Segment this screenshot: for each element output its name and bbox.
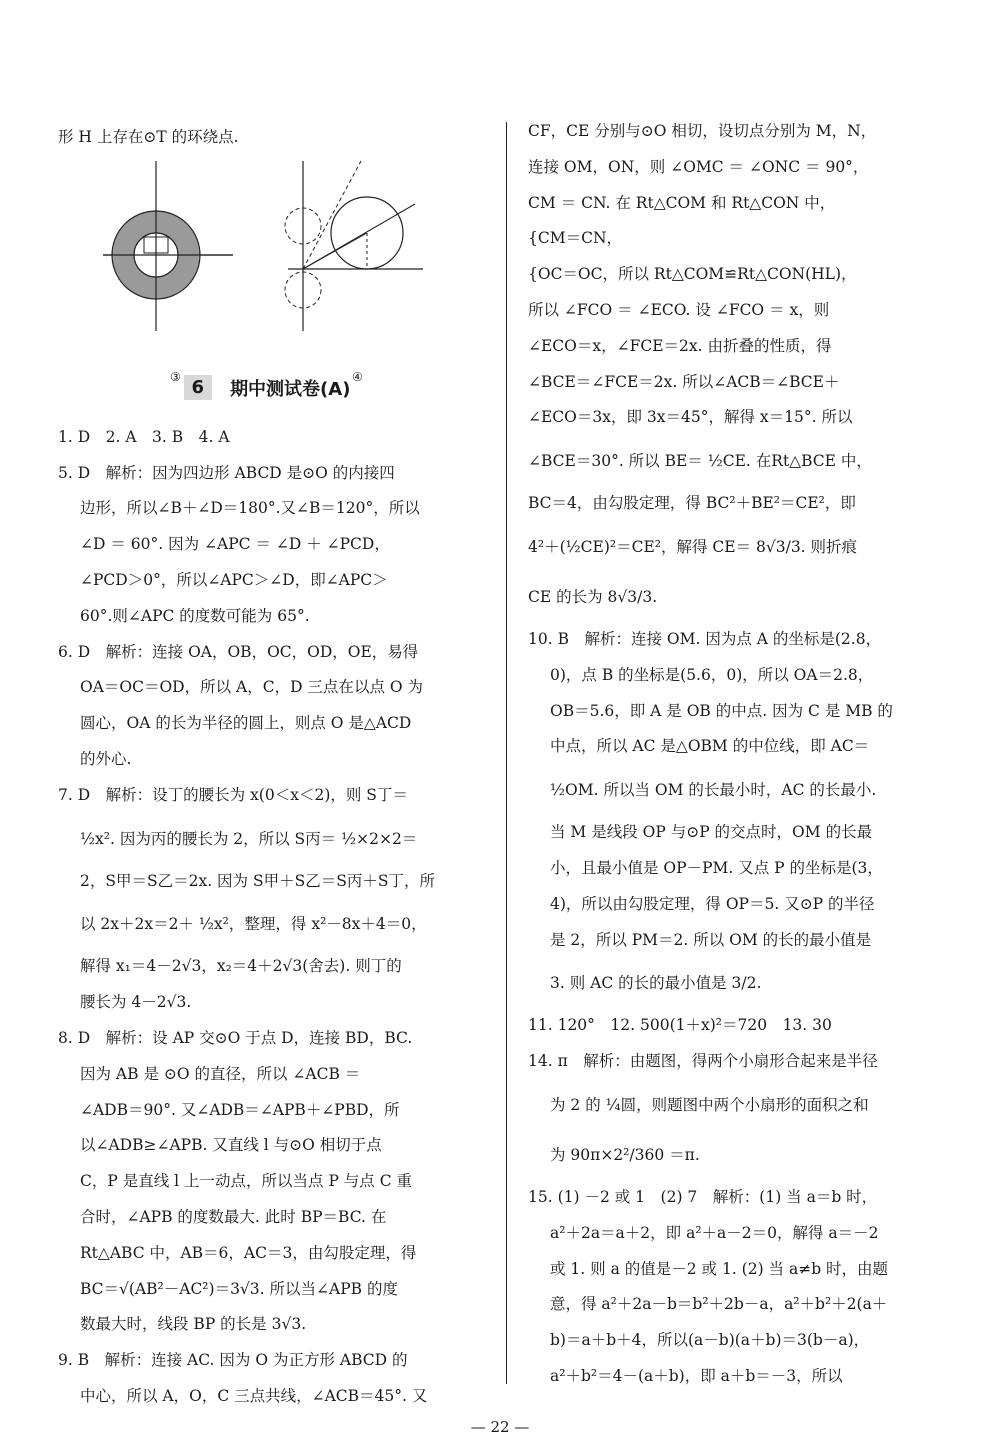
answer-line: 5. D 解析：因为四边形 ABCD 是⊙O 的内接四: [58, 463, 395, 482]
answer-line: {OC＝OC，所以 Rt△COM≌Rt△CON(HL)，: [528, 265, 857, 284]
section-title: 期中测试卷(A): [230, 378, 351, 400]
answer-line: 中心，所以 A，O，C 三点共线，∠ACB＝45°. 又: [80, 1386, 428, 1405]
answer-line: 1. D 2. A 3. B 4. A: [58, 427, 230, 446]
answer-line: 圆心，OA 的长为半径的圆上，则点 O 是△ACD: [80, 714, 412, 733]
answer-line: b)＝a＋b＋4，所以(a－b)(a＋b)＝3(b－a)，: [550, 1331, 870, 1350]
answer-line: ½x². 因为丙的腰长为 2，所以 S丙＝ ½×2×2＝: [80, 829, 418, 848]
figure-3-diagram: [98, 156, 248, 336]
answer-line: CE 的长为 8√3/3.: [528, 587, 658, 606]
answer-line: 边形，所以∠B＋∠D＝180°.又∠B＝120°，所以: [80, 499, 420, 518]
answer-line: 8. D 解析：设 AP 交⊙O 于点 D，连接 BD，BC.: [58, 1028, 413, 1047]
answer-line: 4)，所以由勾股定理，得 OP＝5. 又⊙P 的半径: [550, 894, 875, 913]
right-column: [528, 100, 924, 1395]
answer-line: 为 2 的 ¼圆，则题图中两个小扇形的面积之和: [550, 1095, 869, 1114]
answer-line: C，P 是直线 l 上一动点，所以当点 P 与点 C 重: [80, 1172, 413, 1191]
answer-line: BC＝√(AB²－AC²)＝3√3. 所以当∠APB 的度: [80, 1279, 398, 1298]
answer-line: 14. π 解析：由题图，得两个小扇形合起来是半径: [528, 1052, 878, 1071]
answer-line: 为 90π×2²/360 ＝π.: [550, 1145, 700, 1164]
answer-line: 以 2x＋2x＝2＋ ½x²，整理，得 x²－8x＋4＝0，: [80, 915, 427, 934]
answer-line: 所以 ∠FCO ＝ ∠ECO. 设 ∠FCO ＝ x，则: [528, 300, 830, 319]
answer-line: 15. (1) －2 或 1 (2) 7 解析：(1) 当 a＝b 时，: [528, 1187, 878, 1206]
answer-line: ∠ECO＝x，∠FCE＝2x. 由折叠的性质，得: [528, 336, 832, 355]
answer-line: 中点，所以 AC 是△OBM 的中位线，即 AC＝: [550, 737, 870, 756]
answer-line: {CM＝CN，: [528, 229, 623, 248]
answer-line: 连接 OM，ON，则 ∠OMC ＝ ∠ONC ＝ 90°，: [528, 157, 869, 176]
figure-3-caption: ③: [170, 369, 181, 384]
answer-line: 意，得 a²＋2a－b＝b²＋2b－a，a²＋b²＋2(a＋: [550, 1295, 888, 1314]
figures-area: [58, 156, 476, 384]
answer-line: a²＋2a＝a＋2，即 a²＋a－2＝0，解得 a＝－2: [550, 1223, 879, 1242]
answer-line: ∠ADB＝90°. 又∠ADB＝∠APB＋∠PBD，所: [80, 1100, 400, 1119]
figure-4-diagram: [283, 156, 483, 336]
answer-line: CF，CE 分别与⊙O 相切，设切点分别为 M，N，: [528, 122, 877, 140]
answer-line: ½OM. 所以当 OM 的长最小时，AC 的长最小.: [550, 781, 877, 800]
figure-4-caption: ④: [352, 369, 363, 384]
section-number: 6: [184, 375, 213, 400]
page-number: — 22 —: [470, 1418, 530, 1436]
answer-line: 合时，∠APB 的度数最大. 此时 BP＝BC. 在: [80, 1207, 387, 1226]
answer-line: 因为 AB 是 ⊙O 的直径，所以 ∠ACB ＝: [80, 1064, 361, 1083]
answer-line: 60°.则∠APC 的度数可能为 65°.: [80, 606, 310, 625]
answer-line: 10. B 解析：连接 OM. 因为点 A 的坐标是(2.8，: [528, 629, 882, 648]
answer-line: 3. 则 AC 的长的最小值是 3/2.: [550, 974, 762, 993]
answer-line: 6. D 解析：连接 OA，OB，OC，OD，OE，易得: [58, 642, 419, 661]
answer-line: ∠PCD＞0°，所以∠APC＞∠D，即∠APC＞: [80, 570, 388, 589]
answer-line: 7. D 解析：设丁的腰长为 x(0＜x＜2)，则 S丁＝: [58, 785, 408, 804]
answer-line: 或 1. 则 a 的值是－2 或 1. (2) 当 a≠b 时，由题: [550, 1259, 889, 1278]
answer-line: ∠BCE＝∠FCE＝2x. 所以∠ACB＝∠BCE＋: [528, 372, 840, 391]
answer-line: 当 M 是线段 OP 与⊙P 的交点时，OM 的长最: [550, 823, 873, 842]
answer-line: a²＋b²＝4－(a＋b)，即 a＋b＝－3，所以: [550, 1366, 843, 1385]
answer-line: 4²＋(½CE)²＝CE²，解得 CE＝ 8√3/3. 则折痕: [528, 537, 858, 556]
answer-line: OA＝OC＝OD，所以 A，C，D 三点在以点 O 为: [80, 678, 423, 697]
answer-line: 数最大时，线段 BP 的长是 3√3.: [80, 1315, 307, 1334]
answer-line: OB＝5.6，即 A 是 OB 的中点. 因为 C 是 MB 的: [550, 701, 893, 720]
column-divider: [506, 122, 507, 1384]
answer-line: 小，且最小值是 OP－PM. 又点 P 的坐标是(3，: [550, 858, 883, 877]
answer-line: 11. 120° 12. 500(1＋x)²＝720 13. 30: [528, 1016, 832, 1035]
answer-line: BC＝4，由勾股定理，得 BC²＋BE²＝CE²，即: [528, 494, 856, 513]
answer-line: 0)，点 B 的坐标是(5.6，0)，所以 OA＝2.8，: [550, 665, 874, 684]
text-line: 形 H 上存在⊙T 的环绕点.: [58, 128, 239, 146]
section-heading: [58, 356, 476, 420]
answer-line: Rt△ABC 中，AB＝6，AC＝3，由勾股定理，得: [80, 1243, 417, 1262]
answer-line: ∠BCE＝30°. 所以 BE＝ ½CE. 在Rt△BCE 中，: [528, 452, 872, 471]
answer-line: 是 2，所以 PM＝2. 所以 OM 的长的最小值是: [550, 930, 872, 949]
answer-line: 解得 x₁＝4－2√3，x₂＝4＋2√3(舍去). 则丁的: [80, 957, 402, 976]
answer-line: ∠D ＝ 60°. 因为 ∠APC ＝ ∠D ＋ ∠PCD，: [80, 535, 390, 554]
answer-line: 9. B 解析：连接 AC. 因为 O 为正方形 ABCD 的: [58, 1351, 408, 1370]
left-column: [58, 100, 476, 1415]
answer-line: ∠ECO＝3x，即 3x＝45°，解得 x＝15°. 所以: [528, 408, 853, 427]
answer-line: 2，S甲＝S乙＝2x. 因为 S甲＋S乙＝S丙＋S丁，所: [80, 871, 435, 890]
answer-line: 以∠ADB≥∠APB. 又直线 l 与⊙O 相切于点: [80, 1136, 382, 1155]
answer-line: 的外心.: [80, 749, 132, 768]
answer-line: CM ＝ CN. 在 Rt△COM 和 Rt△CON 中，: [528, 193, 836, 212]
answer-line: 腰长为 4－2√3.: [80, 993, 192, 1012]
